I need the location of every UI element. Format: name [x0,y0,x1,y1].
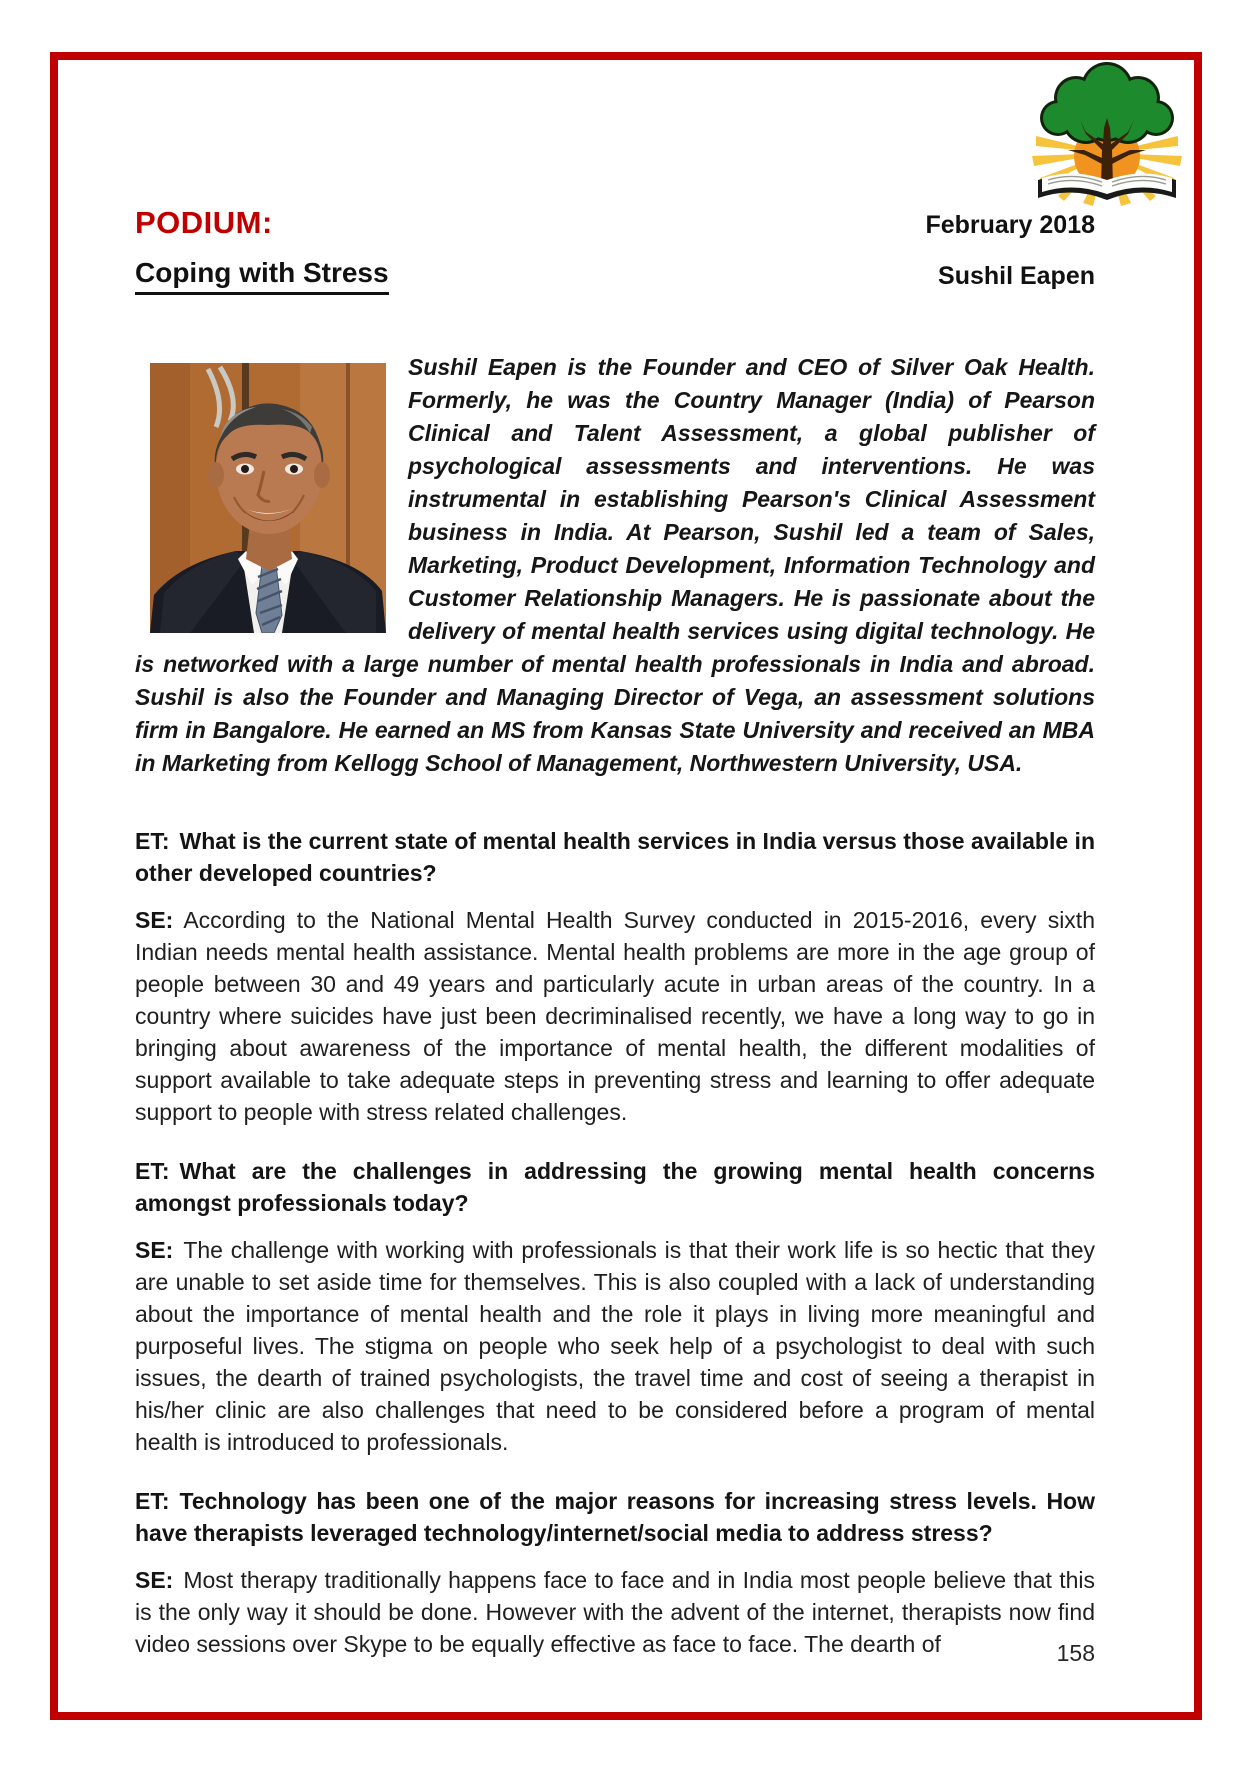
answer-speaker-label: SE: [135,1237,174,1263]
qa-item [135,1155,1095,1458]
bio-paragraph [135,351,1095,780]
tree-over-open-book-logo [1028,58,1186,208]
sushil-eapen-portrait-photo [150,363,386,633]
ear [314,462,330,488]
bio-text: Sushil Eapen is the Founder and CEO of Silver Oak Health. Formerly, he was the Country Manager (India) of Pearson Clinical and Talent Assessment, a global publisher of psychological assessments and interventions. He was instrumental in establishing Pearson's Clinical Assessment business in India. At Pearson, Sushil led a team of Sales, Marketing, Product Development, Information Technology and Customer Relationship Managers. He is passionate about the delivery of mental health services using digital technology. He is networked with a large number of mental health professionals in India and abroad. Sushil is also the Founder and Managing Director of Vega, an assessment solutions firm in Bangalore. He earned an MS from Kansas State University and received an MBA in Marketing from Kellogg School of Management, Northwestern University, USA. [135,354,1095,776]
answer-text [135,1234,1095,1458]
page-number: 158 [1056,1640,1095,1666]
answer-body: According to the National Mental Health Survey conducted in 2015-2016, every sixth Indian needs mental health assistance. Mental health problems are more in the age group of people between 30 and 49 years and particularly acute in urban areas of the country. In a country where suicides have just been decriminalised recently, we have a long way to go in bringing about awareness of the importance of mental health, the different modalities of support available to take adequate steps in preventing stress and learning to offer adequate support to people with stress related challenges. [135,907,1095,1125]
section-label: PODIUM: [135,205,273,240]
question-body: What are the challenges in addressing the growing mental health concerns amongst professionals today? [135,1158,1095,1216]
answer-speaker-label: SE: [135,907,174,933]
question-text [135,825,1095,889]
question-body: What is the current state of mental health services in India versus those available in other developed countries? [135,828,1095,886]
qa-item [135,1485,1095,1660]
issue-date: February 2018 [925,211,1095,239]
header-left [135,205,389,295]
answer-body: Most therapy traditionally happens face to face and in India most people believe that this is the only way it should be done. However with the advent of the internet, therapists now find video sessions over Skype to be equally effective as face to face. The dearth of [135,1567,1095,1657]
answer-body: The challenge with working with professionals is that their work life is so hectic that they are unable to set aside time for themselves. This is also coupled with a lack of understanding about the importance of mental health and the role it plays in living more meaningful and purposeful lives. The stigma on people who seek help of a psychologist to deal with such issues, the dearth of trained psychologists, the travel time and cost of seeing a therapist in his/her clinic are also challenges that need to be considered before a program of mental health is introduced to professionals. [135,1237,1095,1455]
ear [208,462,224,488]
document-header [135,205,1095,295]
qa-item [135,825,1095,1128]
header-right [925,211,1095,291]
question-speaker-label: ET: [135,1158,170,1184]
eye [290,465,298,473]
question-speaker-label: ET: [135,1488,170,1514]
author-name: Sushil Eapen [938,262,1095,290]
interview-section [135,825,1095,1660]
question-speaker-label: ET: [135,828,170,854]
question-body: Technology has been one of the major reasons for increasing stress levels. How have therapists leveraged technology/internet/social media to address stress? [135,1488,1095,1546]
page-title: Coping with Stress [135,257,389,295]
page-content [135,205,1095,1687]
question-text [135,1485,1095,1549]
answer-speaker-label: SE: [135,1567,174,1593]
question-text [135,1155,1095,1219]
eye [241,465,249,473]
answer-text [135,904,1095,1128]
